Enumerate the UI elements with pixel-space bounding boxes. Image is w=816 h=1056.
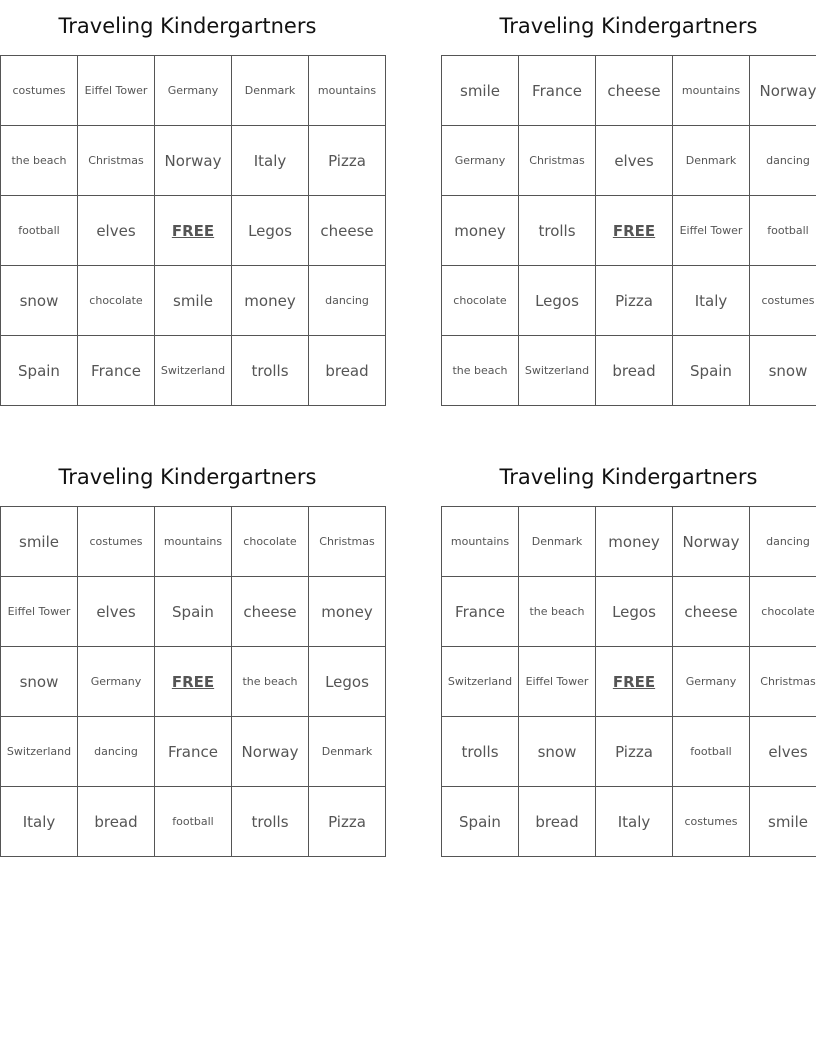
grid-row (1, 717, 386, 787)
bingo-cell: Italy (232, 126, 309, 196)
bingo-cell: the beach (519, 577, 596, 647)
grid-row (442, 266, 816, 336)
bingo-cell: Spain (155, 577, 232, 647)
bingo-cell: Switzerland (519, 336, 596, 406)
bingo-cell: cheese (596, 56, 673, 126)
bingo-cell: Legos (309, 647, 386, 717)
bingo-cell: Denmark (232, 56, 309, 126)
bingo-cell: Spain (673, 336, 750, 406)
bingo-cell: Switzerland (1, 717, 78, 787)
bingo-cell: smile (442, 56, 519, 126)
bingo-cell: cheese (309, 196, 386, 266)
grid-row (442, 196, 816, 266)
bingo-cell: bread (519, 787, 596, 857)
bingo-cell: Pizza (309, 787, 386, 857)
card-title: Traveling Kindergartners (58, 14, 317, 38)
bingo-cell: Christmas (750, 647, 816, 717)
bingo-cell: Christmas (309, 507, 386, 577)
bingo-cell: the beach (1, 126, 78, 196)
grid-row (442, 647, 816, 717)
bingo-cell: Christmas (78, 126, 155, 196)
grid-row (1, 577, 386, 647)
bingo-cell: elves (78, 196, 155, 266)
grid-row (442, 787, 816, 857)
bingo-cell: dancing (78, 717, 155, 787)
bingo-cell: smile (155, 266, 232, 336)
bingo-grid (441, 506, 816, 857)
bingo-cell: money (596, 507, 673, 577)
bingo-cell: the beach (232, 647, 309, 717)
card-title: Traveling Kindergartners (58, 465, 317, 489)
grid-row (1, 507, 386, 577)
bingo-cell: Legos (596, 577, 673, 647)
bingo-cell: Norway (673, 507, 750, 577)
grid-row (1, 126, 386, 196)
bingo-cell: bread (596, 336, 673, 406)
bingo-cell: cheese (232, 577, 309, 647)
bingo-cell: chocolate (78, 266, 155, 336)
bingo-grid (0, 55, 386, 406)
bingo-cell: smile (1, 507, 78, 577)
bingo-cell: snow (1, 647, 78, 717)
bingo-cell: trolls (232, 787, 309, 857)
bingo-cell: costumes (750, 266, 816, 336)
bingo-cell: Eiffel Tower (78, 56, 155, 126)
bingo-cell: elves (750, 717, 816, 787)
grid-row (1, 196, 386, 266)
bingo-cell: snow (519, 717, 596, 787)
bingo-cell: Germany (673, 647, 750, 717)
grid-row (1, 266, 386, 336)
bingo-cell: smile (750, 787, 816, 857)
bingo-cell: Pizza (309, 126, 386, 196)
bingo-cell: France (442, 577, 519, 647)
bingo-card-3 (0, 451, 375, 857)
bingo-cell: France (155, 717, 232, 787)
bingo-cell: Italy (673, 266, 750, 336)
bingo-cell: Norway (750, 56, 816, 126)
bingo-cell: elves (78, 577, 155, 647)
grid-row (1, 56, 386, 126)
bingo-grid (0, 506, 386, 857)
bingo-cell: mountains (155, 507, 232, 577)
bingo-cell: Denmark (309, 717, 386, 787)
bingo-cell: football (1, 196, 78, 266)
bingo-cell: money (309, 577, 386, 647)
card-title: Traveling Kindergartners (499, 14, 758, 38)
grid-row (442, 717, 816, 787)
bingo-cell: trolls (232, 336, 309, 406)
bingo-cell: money (232, 266, 309, 336)
bingo-cell: dancing (309, 266, 386, 336)
bingo-cell: trolls (519, 196, 596, 266)
bingo-cell: costumes (673, 787, 750, 857)
free-space-cell: FREE (596, 647, 673, 717)
bingo-cell: Norway (155, 126, 232, 196)
bingo-cell: bread (309, 336, 386, 406)
bingo-cell: football (673, 717, 750, 787)
grid-row (442, 336, 816, 406)
bingo-cell: Italy (1, 787, 78, 857)
bingo-cell: Denmark (519, 507, 596, 577)
grid-row (1, 787, 386, 857)
bingo-cell: Norway (232, 717, 309, 787)
bingo-cell: Legos (232, 196, 309, 266)
bingo-cell: Italy (596, 787, 673, 857)
bingo-card-4 (441, 451, 816, 857)
bingo-cell: mountains (309, 56, 386, 126)
free-space-cell: FREE (155, 647, 232, 717)
free-space-cell: FREE (596, 196, 673, 266)
bingo-cell: costumes (78, 507, 155, 577)
bingo-cell: football (155, 787, 232, 857)
bingo-cell: France (519, 56, 596, 126)
bingo-cell: cheese (673, 577, 750, 647)
bingo-cell: mountains (673, 56, 750, 126)
bingo-card-2 (441, 0, 816, 406)
bingo-grid (441, 55, 816, 406)
grid-row (442, 126, 816, 196)
bingo-cell: Denmark (673, 126, 750, 196)
bingo-cell: Switzerland (442, 647, 519, 717)
bingo-cell: elves (596, 126, 673, 196)
bingo-cell: Legos (519, 266, 596, 336)
bingo-cell: Spain (442, 787, 519, 857)
bingo-cell: trolls (442, 717, 519, 787)
bingo-cell: mountains (442, 507, 519, 577)
bingo-cell: snow (750, 336, 816, 406)
grid-row (442, 577, 816, 647)
card-title: Traveling Kindergartners (499, 465, 758, 489)
bingo-cell: bread (78, 787, 155, 857)
bingo-cell: Pizza (596, 266, 673, 336)
bingo-cell: dancing (750, 507, 816, 577)
bingo-card-1 (0, 0, 375, 406)
bingo-cell: chocolate (232, 507, 309, 577)
bingo-cell: football (750, 196, 816, 266)
bingo-cell: Germany (442, 126, 519, 196)
grid-row (442, 507, 816, 577)
bingo-cell: money (442, 196, 519, 266)
bingo-cell: snow (1, 266, 78, 336)
free-space-cell: FREE (155, 196, 232, 266)
bingo-cell: Germany (78, 647, 155, 717)
grid-row (442, 56, 816, 126)
bingo-cell: Spain (1, 336, 78, 406)
grid-row (1, 336, 386, 406)
bingo-cell: Germany (155, 56, 232, 126)
bingo-cell: dancing (750, 126, 816, 196)
bingo-cell: costumes (1, 56, 78, 126)
bingo-cell: Pizza (596, 717, 673, 787)
bingo-cell: Christmas (519, 126, 596, 196)
bingo-cell: Eiffel Tower (1, 577, 78, 647)
bingo-cell: Eiffel Tower (519, 647, 596, 717)
bingo-cell: Switzerland (155, 336, 232, 406)
bingo-cell: Eiffel Tower (673, 196, 750, 266)
bingo-cell: the beach (442, 336, 519, 406)
bingo-cell: chocolate (750, 577, 816, 647)
grid-row (1, 647, 386, 717)
bingo-cell: chocolate (442, 266, 519, 336)
bingo-cell: France (78, 336, 155, 406)
